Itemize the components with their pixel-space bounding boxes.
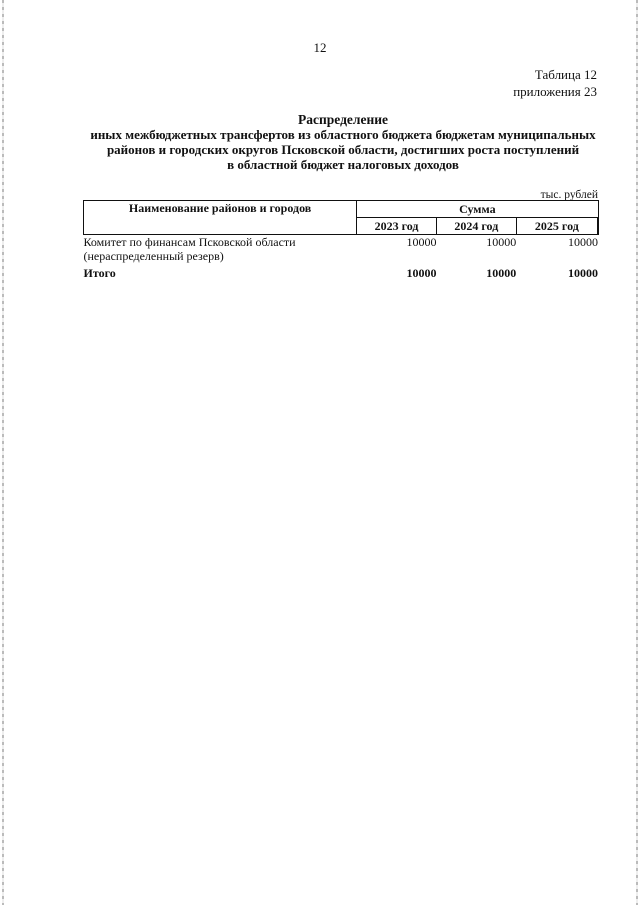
row-value-2024: 10000: [486, 235, 517, 249]
header-year-2024: 2024 год: [436, 218, 516, 235]
table-reference: [513, 66, 597, 100]
title-line2: иных межбюджетных трансфертов из областного бюджета бюджетам муниципальных: [90, 127, 596, 142]
document-title: [60, 112, 626, 172]
scan-edge-right: [636, 0, 638, 905]
total-label: Итого: [83, 266, 116, 280]
total-value-2025: 10000: [568, 266, 598, 280]
row-name-line2: (нераспределенный резерв): [83, 249, 224, 263]
table-ref-line2: приложения 23: [513, 84, 597, 99]
title-line3: районов и городских округов Псковской области, достигших роста поступлений: [106, 142, 580, 157]
title-line4: в областной бюджет налоговых доходов: [227, 157, 459, 172]
total-value-2023: 10000: [406, 266, 437, 280]
total-value-2024: 10000: [486, 266, 517, 280]
header-sum: Сумма: [357, 201, 598, 218]
header-name-column: Наименование районов и городов: [84, 201, 357, 235]
header-year-2025: 2025 год: [516, 218, 598, 235]
header-year-2023: 2023 год: [357, 218, 437, 235]
distribution-table: [83, 200, 599, 280]
row-value-2023: 10000: [406, 235, 437, 249]
total-row: [84, 263, 599, 280]
table-row: [84, 235, 599, 264]
row-name-line1: Комитет по финансам Псковской области: [83, 235, 296, 249]
units-label: тыс. рублей: [540, 189, 598, 201]
row-name-cell: [84, 235, 357, 264]
row-value-2025: 10000: [568, 235, 598, 249]
table-ref-line1: Таблица 12: [534, 67, 597, 82]
scan-edge-left: [2, 0, 4, 905]
page-number: 12: [313, 40, 327, 55]
title-line1: Распределение: [297, 112, 389, 127]
